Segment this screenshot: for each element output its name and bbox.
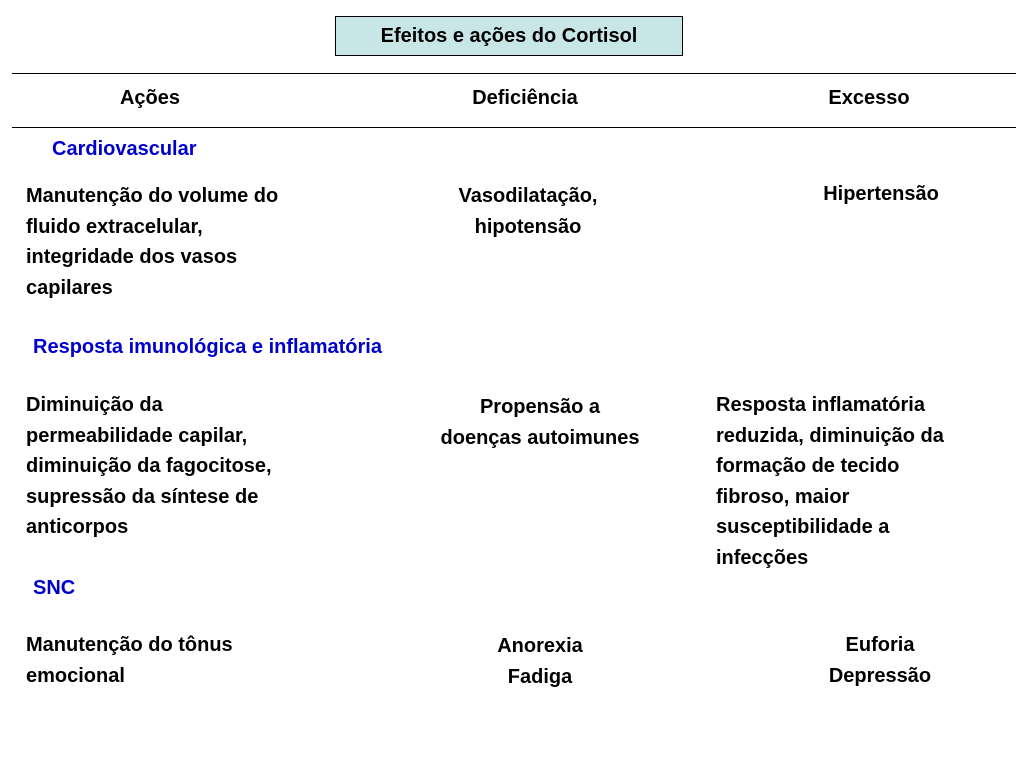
cell-cardiovascular-deficiencia: Vasodilatação, hipotensão: [458, 185, 598, 238]
column-header-acoes: Ações: [119, 87, 181, 109]
cell-imunologica-acoes: Diminuição da permeabilidade capilar, diminuição da fagocitose, supressão da síntese de anticorpos: [26, 394, 272, 538]
cell-imunologica-deficiencia: Propensão a doenças autoimunes: [440, 396, 640, 449]
section-label-imunologica: Resposta imunológica e inflamatória: [33, 336, 382, 358]
cell-cardiovascular-acoes: Manutenção do volume do fluido extracelular, integridade dos vasos capilares: [26, 185, 279, 299]
cell-snc-acoes: Manutenção do tônus emocional: [26, 634, 233, 687]
cell-snc-excesso: Euforia Depressão: [828, 634, 932, 687]
table-top-rule: [12, 73, 1016, 74]
cell-imunologica-excesso: Resposta inflamatória reduzida, diminuição da formação de tecido fibroso, maior susceptibilidade a infecções: [716, 394, 944, 569]
column-header-excesso: Excesso: [828, 87, 910, 109]
cell-cardiovascular-excesso: Hipertensão: [823, 183, 939, 205]
table-header-rule: [12, 127, 1016, 128]
column-header-deficiencia: Deficiência: [472, 87, 578, 109]
cell-snc-deficiencia: Anorexia Fadiga: [497, 635, 583, 688]
section-label-cardiovascular: Cardiovascular: [52, 138, 197, 160]
section-label-snc: SNC: [33, 577, 76, 599]
slide-title: Efeitos e ações do Cortisol: [335, 16, 683, 56]
